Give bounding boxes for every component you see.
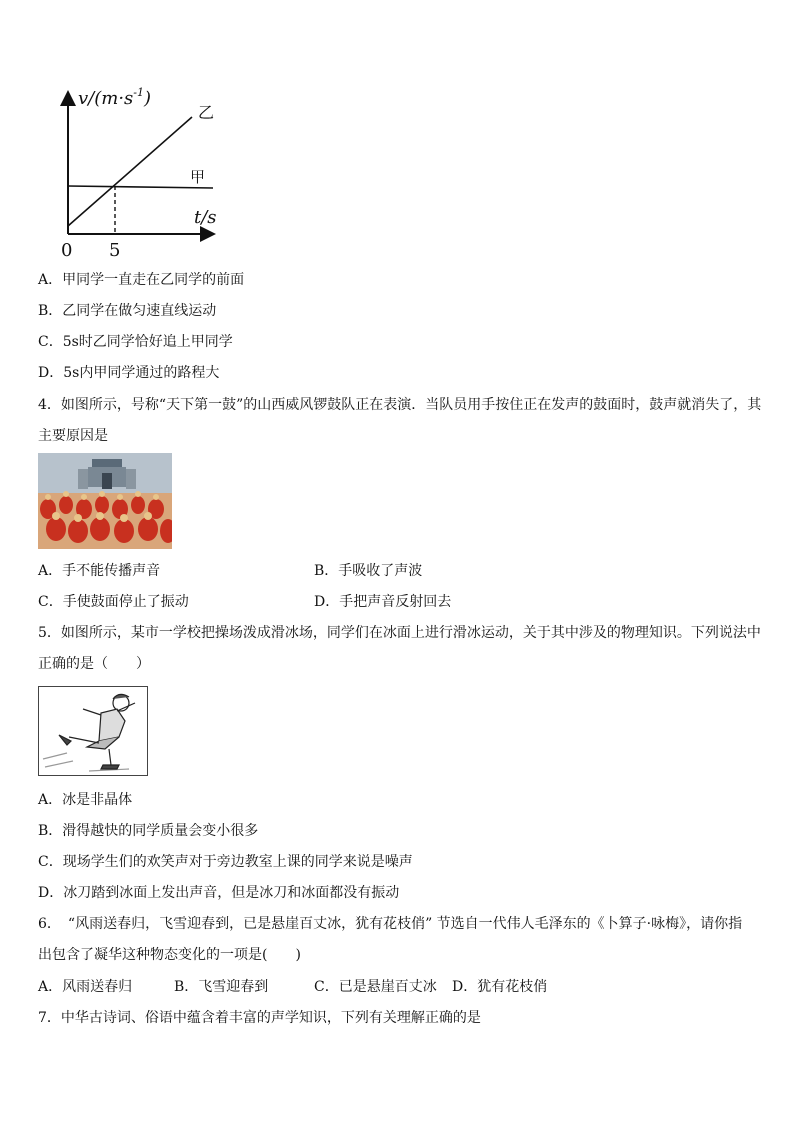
line-jia [68, 186, 213, 188]
q6-option-c: C．已是悬崖百丈冰 [314, 979, 437, 995]
y-axis-label: $v/(m\cdot s^{-1})$ [78, 86, 152, 109]
line-yi [68, 117, 192, 226]
ice-skater-illustration [38, 686, 148, 776]
q4-option-b: B．手吸收了声波 [314, 563, 423, 579]
q3-option-a: A．甲同学一直走在乙同学的前面 [38, 272, 245, 288]
q4-option-a: A．手不能传播声音 [38, 563, 161, 579]
velocity-time-graph [56, 84, 226, 264]
q3-option-c: C．5s时乙同学恰好追上甲同学 [38, 334, 233, 350]
q4-option-d: D．手把声音反射回去 [314, 594, 452, 610]
q4-stem-line2: 主要原因是 [38, 428, 108, 444]
q5-option-c: C．现场学生们的欢笑声对于旁边教室上课的同学来说是噪声 [38, 854, 413, 870]
q5-option-a: A．冰是非晶体 [38, 792, 133, 808]
q7-stem-line1: 7．中华古诗词、俗语中蕴含着丰富的声学知识，下列有关理解正确的是 [38, 1010, 481, 1026]
q4-option-c: C．手使鼓面停止了振动 [38, 594, 189, 610]
q6-stem-line1: 6． “风雨送春归，飞雪迎春到，已是悬崖百丈冰，犹有花枝俏” 节选自一代伟人毛泽东的《卜算子·咏梅》，请你指 [38, 916, 743, 932]
q3-option-d: D．5s内甲同学通过的路程大 [38, 365, 220, 381]
q6-option-b: B．飞雪迎春到 [174, 979, 269, 995]
drum-troupe-photo [38, 453, 172, 549]
q6-option-d: D．犹有花枝俏 [452, 979, 548, 995]
q5-option-d: D．冰刀踏到冰面上发出声音，但是冰刀和冰面都没有振动 [38, 885, 400, 901]
line-yi-label: 乙 [198, 103, 215, 122]
q5-option-b: B．滑得越快的同学质量会变小很多 [38, 823, 259, 839]
q5-stem-line2: 正确的是（ ） [38, 656, 150, 672]
q3-option-b: B．乙同学在做匀速直线运动 [38, 303, 217, 319]
q6-stem-line2: 出包含了凝华这种物态变化的一项是( ) [38, 947, 301, 963]
q5-stem-line1: 5．如图所示，某市一学校把操场泼成滑冰场，同学们在冰面上进行滑冰运动，关于其中涉及的物理知识。下列说法中 [38, 625, 761, 641]
line-jia-label: 甲 [190, 168, 206, 186]
q6-option-a: A．风雨送春归 [38, 979, 133, 995]
origin-label: 0 [61, 240, 73, 261]
q4-stem-line1: 4．如图所示，号称“天下第一鼓”的山西威风锣鼓队正在表演．当队员用手按住正在发声的鼓面时，鼓声就消失了，其 [38, 397, 762, 413]
x-axis-label: t/s [194, 207, 217, 228]
tick-label-5: 5 [109, 240, 121, 261]
